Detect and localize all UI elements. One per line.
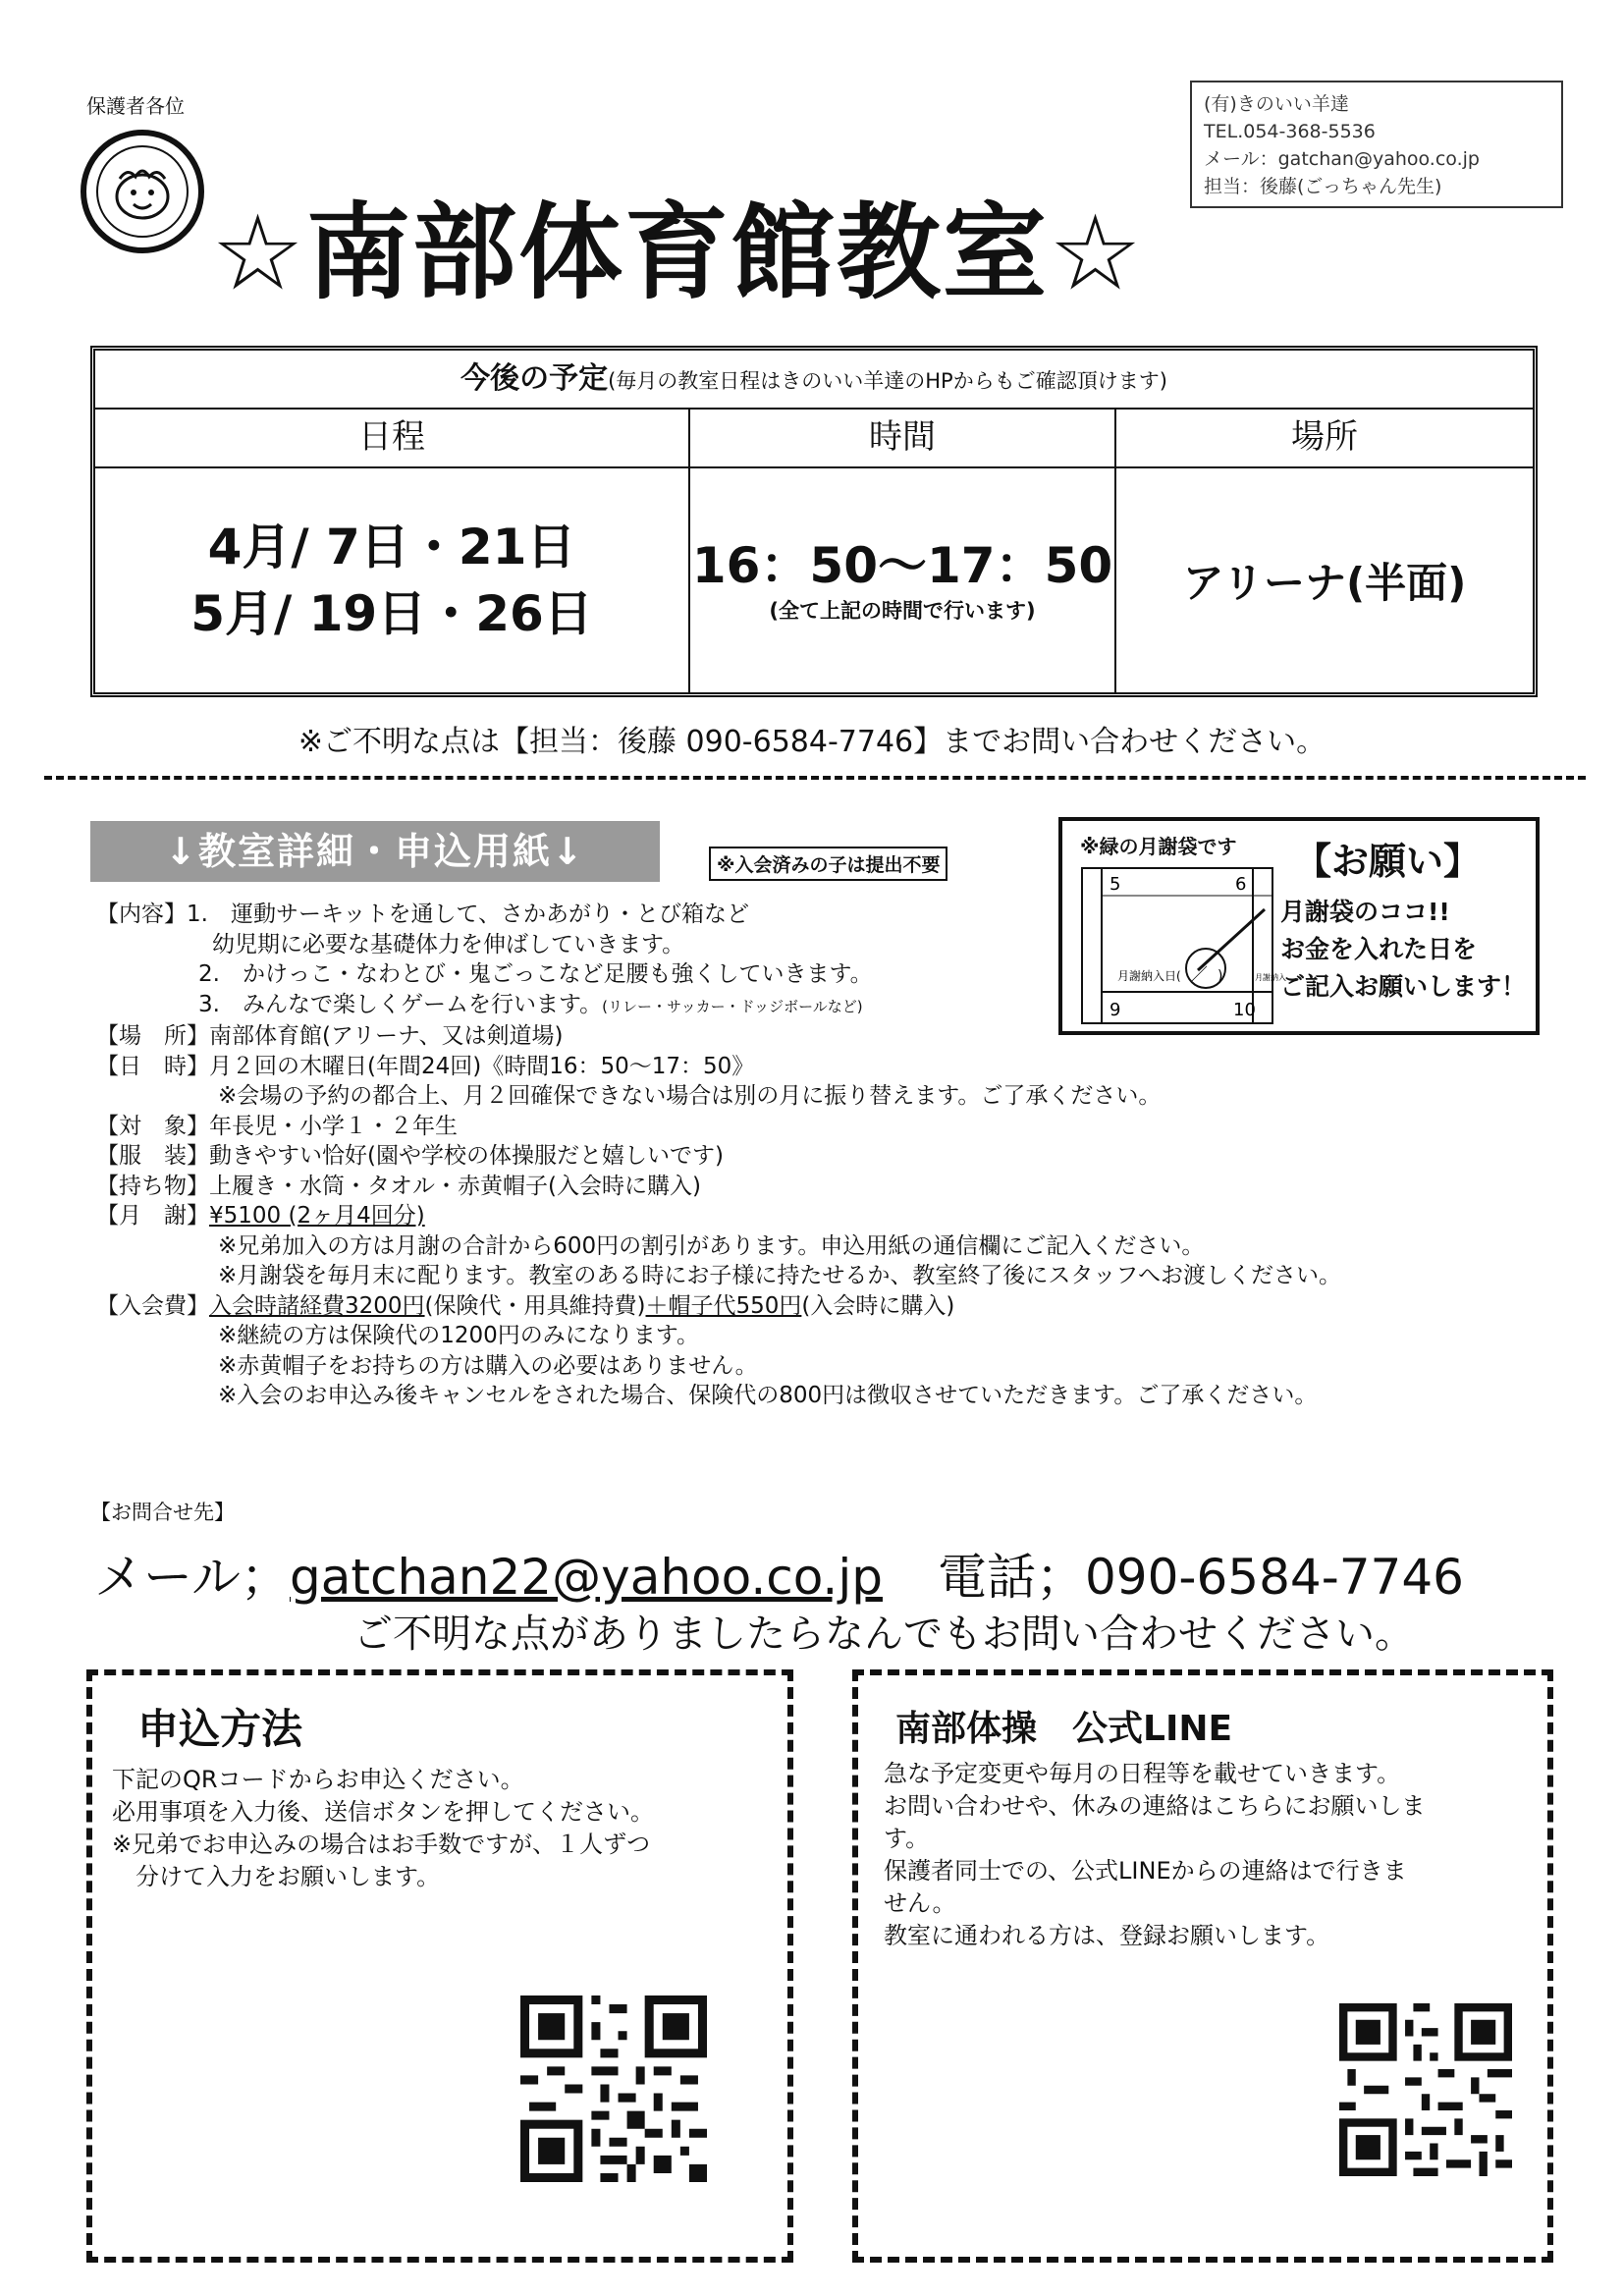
company-info (1190, 81, 1563, 208)
entry-fee-breakdown: (保険代・用具維持費) (424, 1292, 646, 1319)
line-line: せん。 (884, 1889, 956, 1917)
line-title: 南部体操 公式LINE (895, 1709, 1233, 1749)
contact-label: 【お問合せ先】 (90, 1501, 235, 1524)
dates-may: 5月/ 19日・26日 (190, 585, 593, 642)
apply-box (86, 1669, 793, 2263)
company-mail: メール：gatchan@yahoo.co.jp (1204, 148, 1480, 170)
apply-text (112, 1764, 654, 1893)
col-header-time: 時間 (690, 408, 1114, 468)
envelope-entry-slash: ／ (1190, 965, 1208, 986)
entry-fee-hat-note: (入会時に購入) (801, 1292, 955, 1319)
dates-april: 4月/ 7日・21日 (207, 519, 576, 575)
datetime-detail: 月２回の木曜日(年間24回)《時間16：50〜17：50》 (209, 1053, 755, 1079)
entry-note: ※赤黄帽子をお持ちの方は購入の必要はありません。 (218, 1352, 758, 1379)
schedule-col-place (1116, 408, 1533, 692)
schedule-table (90, 346, 1538, 697)
details-banner: ↓教室詳細・申込用紙↓ (90, 821, 660, 882)
target-detail: 年長児・小学１・２年生 (209, 1113, 458, 1139)
line-text (884, 1758, 1426, 1952)
schedule-heading-title: 今後の予定 (460, 361, 609, 396)
contact-info (94, 1538, 1464, 1609)
datetime-note: ※会場の予約の都合上、月２回確保できない場合は別の月に振り替えます。ご了承ください。 (218, 1083, 1162, 1109)
company-name: (有)きのいい羊達 (1204, 93, 1349, 115)
content-item-3: 3. みんなで楽しくゲームを行います。 (198, 991, 603, 1017)
fee-note: ※月謝袋を毎月末に配ります。教室のある時にお子様に持たせるか、教室終了後にスタッフへお渡しください。 (218, 1263, 1341, 1288)
envelope-right-label: 月謝納入 (1255, 973, 1286, 982)
line-line: お問い合わせや、休みの連絡はこちらにお願いしま (884, 1792, 1426, 1820)
apply-line: 必用事項を入力後、送信ボタンを押してください。 (112, 1798, 654, 1826)
request-line: ご記入お願いします！ (1280, 972, 1527, 1001)
content-item-3-note: (リレー・サッカー・ドッジボールなど) (602, 997, 863, 1015)
envelope-cell-6: 6 (1235, 874, 1247, 895)
company-tel: TEL.054-368-5536 (1204, 121, 1376, 142)
apply-line: 分けて入力をお願いします。 (112, 1863, 441, 1890)
contact-mail-prefix: メール； (94, 1549, 290, 1606)
company-person: 担当：後藤(ごっちゃん先生) (1204, 176, 1442, 197)
line-line: す。 (884, 1825, 930, 1852)
line-line: 教室に通われる方は、登録お願いします。 (884, 1922, 1330, 1949)
fee-note: ※兄弟加入の方は月謝の合計から600円の割引があります。申込用紙の通信欄にご記入ください。 (218, 1232, 1205, 1259)
apply-line: ※兄弟でお申込みの場合はお手数ですが、１人ずつ (112, 1831, 651, 1858)
content-item-1: 1. 運動サーキットを通して、さかあがり・とび箱など (187, 902, 750, 927)
apply-line: 下記のQRコードからお申込ください。 (112, 1766, 524, 1793)
target-label: 【対 象】 (96, 1113, 209, 1139)
envelope-entry-close: ) (1218, 968, 1223, 984)
clothes-label: 【服 装】 (96, 1143, 209, 1169)
place-detail: 南部体育館(アリーナ、又は剣道場) (209, 1023, 564, 1049)
schedule-col-dates (95, 408, 690, 692)
fee-label: 【月 謝】 (96, 1203, 209, 1229)
time-note: (全て上記の時間で行います) (769, 599, 1036, 623)
class-details (96, 900, 1341, 1411)
envelope-cell-9: 9 (1110, 1000, 1121, 1020)
page-title: ☆南部体育館教室☆ (211, 192, 1145, 313)
envelope-cell-5: 5 (1110, 874, 1121, 895)
envelope-cell-10: 10 (1233, 1000, 1256, 1020)
line-box (852, 1669, 1553, 2263)
schedule-heading (95, 351, 1533, 410)
content-label: 【内容】 (96, 902, 187, 927)
divider (44, 776, 1586, 780)
contact-phone: 電話；090-6584-7746 (937, 1549, 1464, 1606)
entry-note: ※入会のお申込み後キャンセルをされた場合、保険代の800円は徴収させていただきます。ご了承ください。 (218, 1383, 1318, 1408)
submit-note: ※入会済みの子は提出不要 (709, 847, 947, 881)
line-line: 急な予定変更や毎月の日程等を載せていきます。 (884, 1760, 1401, 1787)
fee-detail: ¥5100 (2ヶ月4回分) (209, 1203, 425, 1229)
inquiry-line: ※ご不明な点は【担当：後藤 090-6584-7746】までお問い合わせください。 (298, 725, 1326, 759)
schedule-col-time (690, 408, 1116, 692)
sheep-logo-icon (79, 128, 206, 255)
request-line: 月謝袋のココ!! (1280, 898, 1450, 926)
request-title: 【お願い】 (1294, 840, 1482, 883)
place-value: アリーナ(半面) (1182, 559, 1467, 607)
entry-fee-hat: ＋帽子代550円 (645, 1292, 802, 1319)
line-qr-code[interactable] (1339, 2003, 1512, 2176)
clothes-detail: 動きやすい恰好(園や学校の体操服だと嬉しいです) (209, 1143, 724, 1169)
items-detail: 上履き・水筒・タオル・赤黄帽子(入会時に購入) (209, 1173, 701, 1199)
entry-fee-main: 入会時諸経費3200円 (209, 1292, 425, 1319)
entry-note: ※継続の方は保険代の1200円のみになります。 (218, 1323, 699, 1348)
apply-title: 申込方法 (137, 1705, 303, 1753)
col-header-dates: 日程 (95, 408, 688, 468)
line-line: 保護者同士での、公式LINEからの連絡はで行きま (884, 1857, 1407, 1885)
envelope-entry-label: 月謝納入日( (1117, 969, 1181, 983)
request-line: お金を入れた日を (1280, 935, 1478, 963)
contact-mail-link[interactable]: gatchan22@yahoo.co.jp (290, 1549, 883, 1606)
closing-message: ご不明な点がありましたらなんでもお問い合わせください。 (353, 1612, 1414, 1657)
time-value: 16：50〜17：50 (691, 537, 1113, 594)
content-item-1-cont: 幼児期に必要な基礎体力を伸ばしていきます。 (212, 931, 685, 957)
apply-qr-code[interactable] (520, 1995, 707, 2182)
entry-fee-label: 【入会費】 (96, 1292, 209, 1319)
col-header-place: 場所 (1116, 408, 1533, 468)
envelope-caption: ※緑の月謝袋です (1080, 835, 1237, 858)
place-label: 【場 所】 (96, 1023, 209, 1049)
datetime-label: 【日 時】 (96, 1053, 209, 1079)
items-label: 【持ち物】 (96, 1173, 209, 1199)
content-item-2: 2. かけっこ・なわとび・鬼ごっこなど足腰も強くしていきます。 (198, 961, 873, 987)
addressee: 保護者各位 (86, 94, 185, 118)
schedule-heading-note: (毎月の教室日程はきのいい羊達のHPからもご確認頂けます) (608, 369, 1167, 393)
